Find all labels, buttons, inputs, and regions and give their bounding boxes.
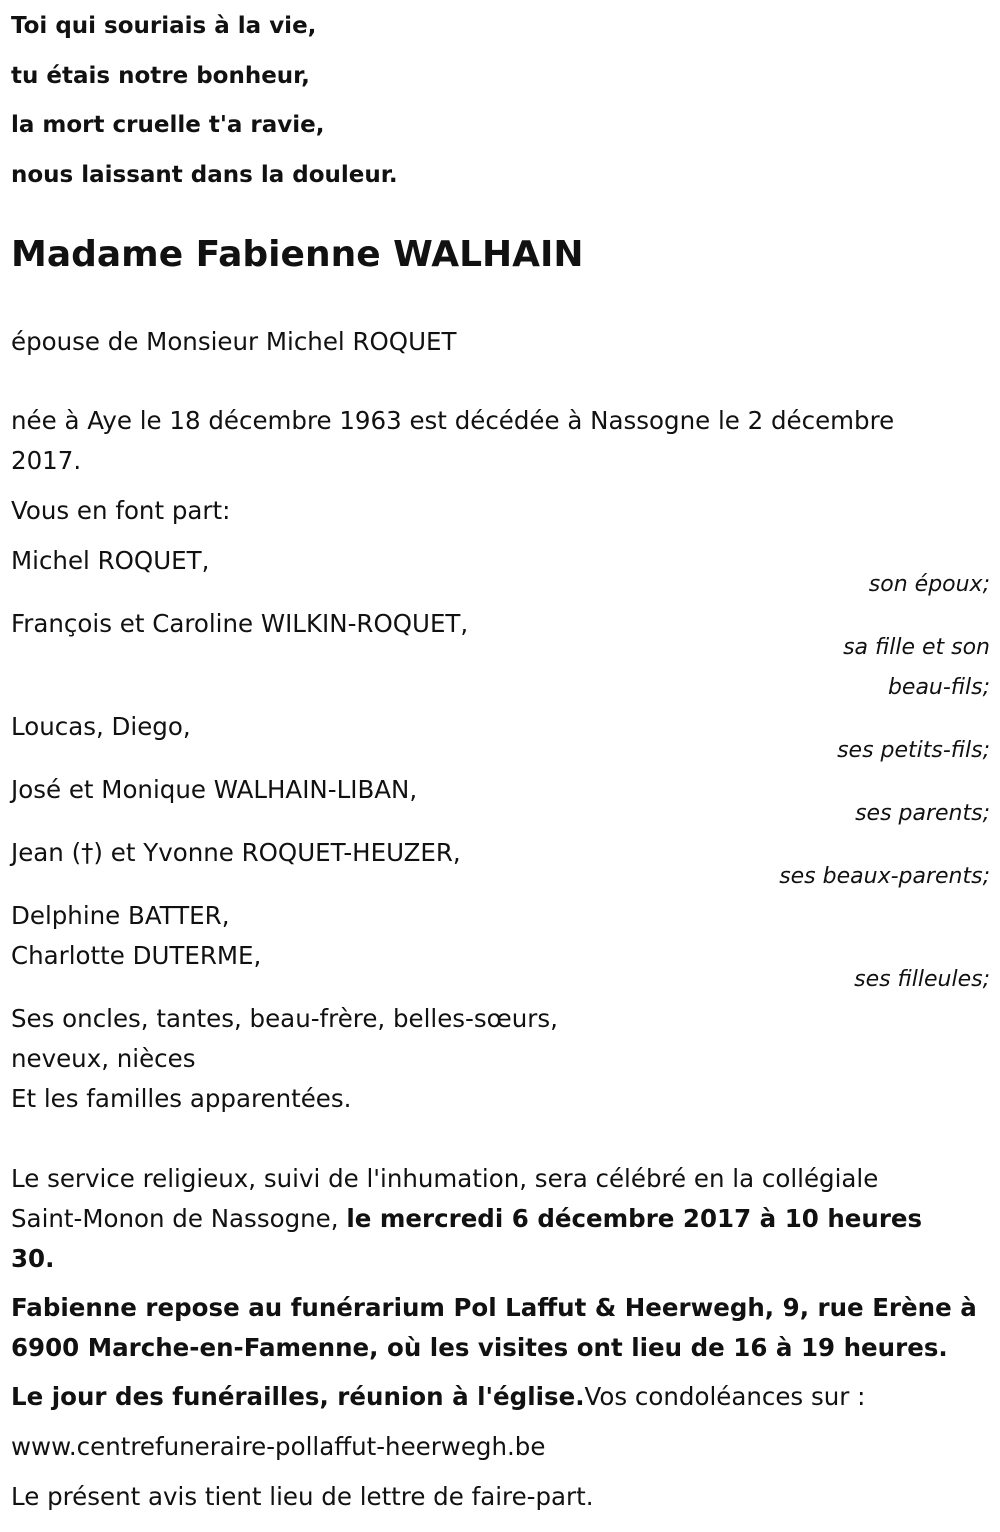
service-date: le mercredi 6 décembre 2017 à 10 heures	[346, 1204, 923, 1233]
service-line: Le service religieux, suivi de l'inhumation, sera célébré en la collégiale	[11, 1164, 879, 1193]
announcer-names: Charlotte DUTERME,	[11, 941, 262, 970]
announcers-intro: Vous en font part:	[11, 496, 231, 525]
announcer-relation: ses petits-fils;	[837, 738, 990, 763]
family-line: Ses oncles, tantes, beau-frère, belles-sœurs,	[11, 1004, 558, 1033]
announcer-relation: ses filleules;	[854, 967, 990, 992]
birth-death-line: née à Aye le 18 décembre 1963 est décédée à Nassogne le 2 décembre	[11, 406, 895, 435]
service-place: Saint-Monon de Nassogne,	[11, 1204, 347, 1233]
announcer-names: Loucas, Diego,	[11, 712, 191, 741]
visitation-line: Fabienne repose au funérarium Pol Laffut & Heerwegh, 9, rue Erène à	[11, 1293, 977, 1322]
spouse-line: épouse de Monsieur Michel ROQUET	[11, 327, 457, 356]
announcer-names: Delphine BATTER,	[11, 901, 230, 930]
poem-line: Toi qui souriais à la vie,	[11, 13, 317, 39]
family-line: neveux, nièces	[11, 1044, 196, 1073]
family-line: Et les familles apparentées.	[11, 1084, 352, 1113]
condolences-label: Vos condoléances sur :	[584, 1382, 866, 1411]
visitation-line: 6900 Marche-en-Famenne, où les visites ont lieu de 16 à 19 heures.	[11, 1333, 948, 1362]
announcer-relation: sa fille et son	[843, 635, 990, 660]
announcer-names: José et Monique WALHAIN-LIBAN,	[11, 775, 418, 804]
poem-line: tu étais notre bonheur,	[11, 62, 310, 89]
service-time-cont: 30.	[11, 1244, 55, 1273]
funeral-day-line	[11, 1377, 990, 1417]
announcer-names: Jean (†) et Yvonne ROQUET-HEUZER,	[11, 838, 461, 867]
closing-line: Le présent avis tient lieu de lettre de faire-part.	[11, 1482, 594, 1511]
funeral-meeting: Le jour des funérailles, réunion à l'église.	[11, 1382, 585, 1411]
announcer-names: François et Caroline WILKIN-ROQUET,	[11, 609, 469, 638]
announcer-names: Michel ROQUET,	[11, 546, 210, 575]
deceased-name: Madame Fabienne WALHAIN	[11, 234, 584, 275]
poem-line: la mort cruelle t'a ravie,	[11, 112, 325, 138]
announcer-relation: ses beaux-parents;	[779, 864, 990, 889]
announcer-relation: son époux;	[868, 572, 990, 597]
announcer-relation-cont: beau-fils;	[887, 675, 990, 700]
poem-line: nous laissant dans la douleur.	[11, 161, 398, 188]
announcer-relation: ses parents;	[855, 801, 990, 826]
service-line	[11, 1199, 990, 1239]
website-link[interactable]: www.centrefuneraire-pollaffut-heerwegh.be	[11, 1432, 546, 1461]
poem	[11, 8, 398, 206]
birth-death-line-cont: 2017.	[11, 446, 82, 475]
